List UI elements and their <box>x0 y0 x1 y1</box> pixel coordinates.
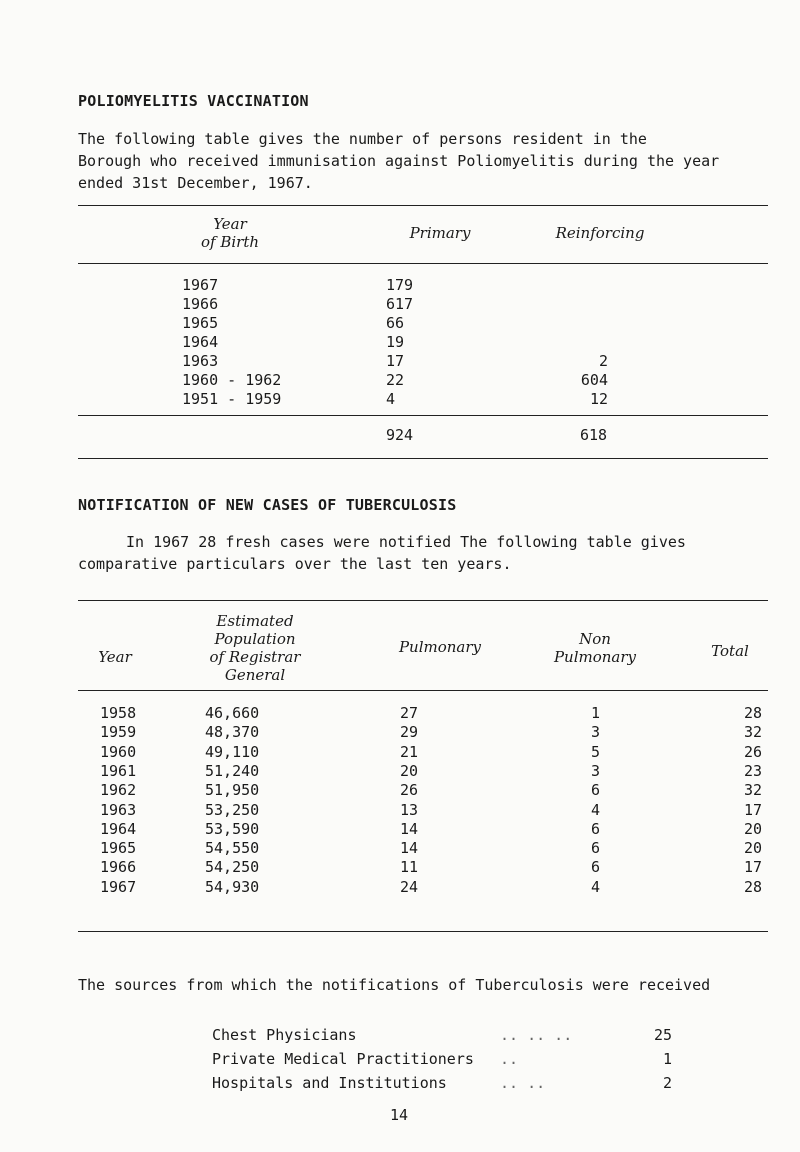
cell-primary: 179 <box>386 276 414 294</box>
cell-population: 54,250 <box>205 858 260 877</box>
cell-total: 20 <box>743 819 762 838</box>
cell-year: 1961 <box>100 761 137 780</box>
header-reinforcing: Reinforcing <box>555 224 645 242</box>
source-count: 1 <box>662 1050 672 1068</box>
polio-intro <box>78 128 768 194</box>
source-leader-dots: .. .. <box>500 1074 546 1092</box>
cell-pulmonary: 14 <box>400 819 419 838</box>
cell-year: 1960 <box>100 742 137 761</box>
cell-population: 53,250 <box>205 800 260 819</box>
header-line: of Registrar <box>209 648 301 666</box>
cell-population: 53,590 <box>205 819 260 838</box>
header-line: Year <box>213 215 247 233</box>
total-primary: 924 <box>386 426 414 444</box>
cell-year: 1962 <box>100 781 137 800</box>
table-rule <box>78 458 768 459</box>
header-pulmonary: Pulmonary <box>398 638 482 656</box>
cell-total: 28 <box>743 877 762 896</box>
cell-population: 51,950 <box>205 781 260 800</box>
header-non-pulmonary <box>540 630 650 666</box>
cell-year-of-birth: 1951 - 1959 <box>182 390 282 408</box>
cell-population: 48,370 <box>205 723 260 742</box>
cell-year: 1963 <box>100 800 137 819</box>
polio-intro-line: The following table gives the number of persons resident in the <box>78 130 647 148</box>
cell-non-pulmonary: 6 <box>590 858 600 877</box>
cell-primary: 17 <box>386 352 405 370</box>
source-count: 25 <box>653 1026 672 1044</box>
header-line: Population <box>214 630 296 648</box>
cell-year-of-birth: 1963 <box>182 352 219 370</box>
tb-intro <box>78 531 768 575</box>
cell-year: 1959 <box>100 723 137 742</box>
header-year-of-birth <box>180 215 280 251</box>
cell-reinforcing: 2 <box>598 352 608 370</box>
cell-primary: 4 <box>386 390 396 408</box>
header-population <box>195 612 315 684</box>
total-reinforcing: 618 <box>580 426 608 444</box>
cell-year-of-birth: 1967 <box>182 276 219 294</box>
cell-year: 1958 <box>100 704 137 722</box>
cell-non-pulmonary: 6 <box>590 819 600 838</box>
table-row <box>0 878 800 900</box>
cell-non-pulmonary: 3 <box>590 761 600 780</box>
cell-year: 1967 <box>100 877 137 896</box>
cell-population: 46,660 <box>205 704 260 722</box>
table-rule <box>78 931 768 932</box>
tb-intro-line: In 1967 28 fresh cases were notified The following table gives <box>126 533 686 551</box>
cell-non-pulmonary: 4 <box>590 877 600 896</box>
cell-pulmonary: 14 <box>400 839 419 858</box>
source-count: 2 <box>662 1074 672 1092</box>
header-primary: Primary <box>409 224 471 242</box>
table-rule <box>78 600 768 601</box>
header-line: General <box>224 666 286 684</box>
source-label: Chest Physicians <box>212 1026 357 1044</box>
source-leader-dots: .. <box>500 1050 519 1068</box>
source-label: Private Medical Practitioners <box>212 1050 474 1068</box>
cell-reinforcing: 604 <box>580 371 608 389</box>
header-line: Estimated <box>216 612 294 630</box>
cell-pulmonary: 13 <box>400 800 419 819</box>
table-rule <box>78 690 768 691</box>
table-rule <box>78 205 768 206</box>
tb-title: NOTIFICATION OF NEW CASES OF TUBERCULOSIS <box>78 496 457 514</box>
cell-pulmonary: 24 <box>400 877 419 896</box>
sources-intro: The sources from which the notifications of Tuberculosis were received <box>78 976 711 994</box>
cell-non-pulmonary: 1 <box>590 704 600 722</box>
cell-primary: 19 <box>386 333 405 351</box>
page-number: 14 <box>390 1106 409 1124</box>
cell-year-of-birth: 1965 <box>182 314 219 332</box>
cell-year-of-birth: 1960 - 1962 <box>182 371 282 389</box>
cell-reinforcing: 12 <box>589 390 608 408</box>
cell-non-pulmonary: 4 <box>590 800 600 819</box>
cell-pulmonary: 27 <box>400 704 419 722</box>
cell-year: 1965 <box>100 839 137 858</box>
table-rule <box>78 263 768 264</box>
source-leader-dots: .. .. .. <box>500 1026 573 1044</box>
cell-total: 32 <box>743 723 762 742</box>
source-label: Hospitals and Institutions <box>212 1074 447 1092</box>
cell-primary: 66 <box>386 314 405 332</box>
cell-primary: 22 <box>386 371 405 389</box>
polio-title: POLIOMYELITIS VACCINATION <box>78 92 309 110</box>
cell-total: 20 <box>743 839 762 858</box>
cell-total: 17 <box>743 800 762 819</box>
cell-non-pulmonary: 6 <box>590 781 600 800</box>
cell-primary: 617 <box>386 295 414 313</box>
cell-population: 49,110 <box>205 742 260 761</box>
header-line: Pulmonary <box>553 648 637 666</box>
cell-pulmonary: 20 <box>400 761 419 780</box>
cell-year-of-birth: 1964 <box>182 333 219 351</box>
cell-pulmonary: 11 <box>400 858 419 877</box>
cell-total: 23 <box>743 761 762 780</box>
cell-total: 17 <box>743 858 762 877</box>
polio-intro-line: ended 31st December, 1967. <box>78 174 313 192</box>
polio-total-row <box>0 426 800 448</box>
polio-intro-line: Borough who received immunisation against Poliomyelitis during the year <box>78 152 720 170</box>
cell-non-pulmonary: 6 <box>590 839 600 858</box>
cell-year-of-birth: 1966 <box>182 295 219 313</box>
header-year: Year <box>98 648 132 666</box>
cell-population: 54,550 <box>205 839 260 858</box>
header-total: Total <box>711 642 749 660</box>
cell-pulmonary: 29 <box>400 723 419 742</box>
tb-intro-line: comparative particulars over the last ten years. <box>78 555 512 573</box>
cell-total: 26 <box>743 742 762 761</box>
cell-non-pulmonary: 3 <box>590 723 600 742</box>
table-rule <box>78 415 768 416</box>
cell-year: 1964 <box>100 819 137 838</box>
cell-population: 54,930 <box>205 877 260 896</box>
cell-total: 32 <box>743 781 762 800</box>
header-line: Non <box>579 630 611 648</box>
cell-year: 1966 <box>100 858 137 877</box>
header-line: of Birth <box>200 233 260 251</box>
cell-pulmonary: 26 <box>400 781 419 800</box>
table-row <box>0 390 800 412</box>
cell-non-pulmonary: 5 <box>590 742 600 761</box>
cell-total: 28 <box>743 704 762 722</box>
cell-population: 51,240 <box>205 761 260 780</box>
cell-pulmonary: 21 <box>400 742 419 761</box>
